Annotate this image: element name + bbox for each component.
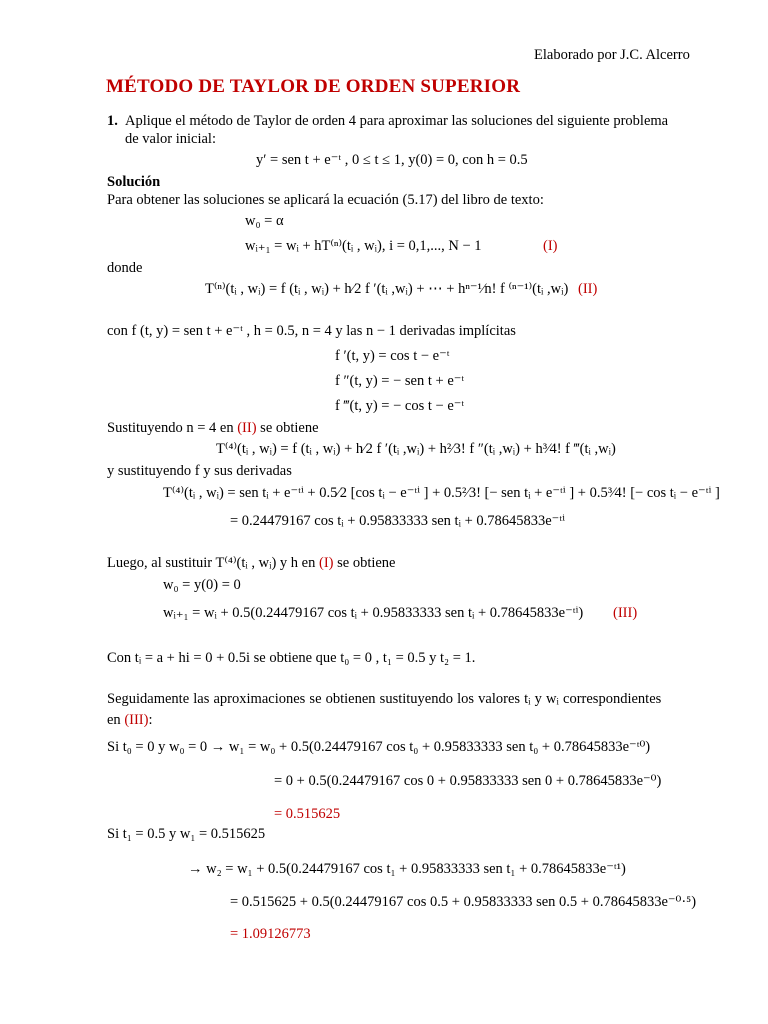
problem-number: 1.: [107, 113, 118, 129]
tag-III: (III): [613, 605, 638, 621]
step2-equation: → w₂ = w₁ + 0.5(0.24479167 cos t₁ + 0.95833333 sen t₁ + 0.78645833e⁻ᵗ¹): [188, 861, 626, 877]
ref-II: (II): [237, 420, 257, 436]
sustituyendo-n-line: [107, 419, 319, 437]
tag-I: (I): [543, 238, 558, 254]
seguidamente-line-2: [107, 711, 153, 729]
step1-substitution: = 0 + 0.5(0.24479167 cos 0 + 0.95833333 sen 0 + 0.78645833e⁻⁰): [274, 773, 662, 789]
donde-label: donde: [107, 260, 143, 276]
sustituyendo-n-tail: se obtiene: [260, 420, 319, 436]
equation-T4-result: = 0.24479167 cos tᵢ + 0.95833333 sen tᵢ + 0.78645833e⁻ᵗⁱ: [230, 513, 566, 529]
equation-T4-substituted: T⁽⁴⁾(tᵢ , wᵢ) = sen tᵢ + e⁻ᵗⁱ + 0.5⁄2 [cos tᵢ − e⁻ᵗⁱ ] + 0.5²⁄3! [− sen tᵢ + e⁻ᵗⁱ ] + 0.5³⁄4! [− cos tᵢ − e⁻ᵗⁱ ]: [163, 485, 720, 501]
equation-T4: T⁽⁴⁾(tᵢ , wᵢ) = f (tᵢ , wᵢ) + h⁄2 f ′(tᵢ ,wᵢ) + h²⁄3! f ″(tᵢ ,wᵢ) + h³⁄4! f ‴(tᵢ ,wᵢ): [216, 441, 616, 457]
step2-condition: Si t₁ = 0.5 y w₁ = 0.515625: [107, 826, 266, 842]
con-t-line: Con tᵢ = a + hi = 0 + 0.5i se obtiene que t₀ = 0 , t₁ = 0.5 y t₂ = 1.: [107, 650, 476, 666]
step1-result: = 0.515625: [274, 806, 341, 822]
equation-w0-zero: w₀ = y(0) = 0: [163, 577, 241, 593]
intro-text: Para obtener las soluciones se aplicará la ecuación (5.17) del libro de texto:: [107, 192, 544, 208]
ref-III: (III): [124, 712, 149, 728]
equation-recurrence: wᵢ₊₁ = wᵢ + 0.5(0.24479167 cos tᵢ + 0.95833333 sen tᵢ + 0.78645833e⁻ᵗⁱ): [163, 605, 584, 621]
seg-en: en: [107, 712, 121, 728]
author-credit: Elaborado por J.C. Alcerro: [534, 47, 690, 63]
equation-taylor-step: wᵢ₊₁ = wᵢ + hT⁽ⁿ⁾(tᵢ , wᵢ), i = 0,1,..., N − 1: [245, 238, 482, 254]
page-title: MÉTODO DE TAYLOR DE ORDEN SUPERIOR: [106, 76, 521, 97]
step2-result: = 1.09126773: [230, 926, 311, 942]
tag-II: (II): [578, 281, 598, 297]
sustituyendo-f-line: y sustituyendo f y sus derivadas: [107, 463, 292, 479]
step2-substitution: = 0.515625 + 0.5(0.24479167 cos 0.5 + 0.95833333 sen 0.5 + 0.78645833e⁻⁰·⁵): [230, 894, 697, 910]
con-derivatives-line: con f (t, y) = sen t + e⁻ᵗ , h = 0.5, n = 4 y las n − 1 derivadas implícitas: [107, 323, 516, 339]
luego-line: [107, 554, 396, 572]
step1-equation: Si t₀ = 0 y w₀ = 0 → w₁ = w₀ + 0.5(0.24479167 cos t₀ + 0.95833333 sen t₀ + 0.78645833e⁻ᵗ⁰): [107, 739, 651, 755]
luego-tail: se obtiene: [337, 555, 396, 571]
ivp-equation: y′ = sen t + e⁻ᵗ , 0 ≤ t ≤ 1, y(0) = 0, con h = 0.5: [256, 152, 528, 168]
derivative-1: f ′(t, y) = cos t − e⁻ᵗ: [335, 348, 450, 364]
problem-statement-line-1: Aplique el método de Taylor de orden 4 para aproximar las soluciones del siguiente problema: [125, 113, 669, 129]
problem-statement-line-2: de valor inicial:: [125, 131, 216, 147]
luego-text: Luego, al sustituir T⁽⁴⁾(tᵢ , wᵢ) y h en: [107, 555, 316, 571]
seg-colon: :: [148, 712, 153, 728]
equation-w0-alpha: w₀ = α: [245, 213, 284, 229]
equation-taylor-T: T⁽ⁿ⁾(tᵢ , wᵢ) = f (tᵢ , wᵢ) + h⁄2 f ′(tᵢ ,wᵢ) + ⋯ + hⁿ⁻¹⁄n! f ⁽ⁿ⁻¹⁾(tᵢ ,wᵢ): [205, 281, 569, 297]
sustituyendo-n-text: Sustituyendo n = 4 en: [107, 420, 234, 436]
derivative-2: f ″(t, y) = − sen t + e⁻ᵗ: [335, 373, 465, 389]
solution-heading: Solución: [107, 174, 161, 190]
seguidamente-line-1: Seguidamente las aproximaciones se obtienen sustituyendo los valores tᵢ y wᵢ correspondientes: [107, 691, 662, 707]
ref-I: (I): [318, 555, 334, 571]
derivative-3: f ‴(t, y) = − cos t − e⁻ᵗ: [335, 398, 465, 414]
